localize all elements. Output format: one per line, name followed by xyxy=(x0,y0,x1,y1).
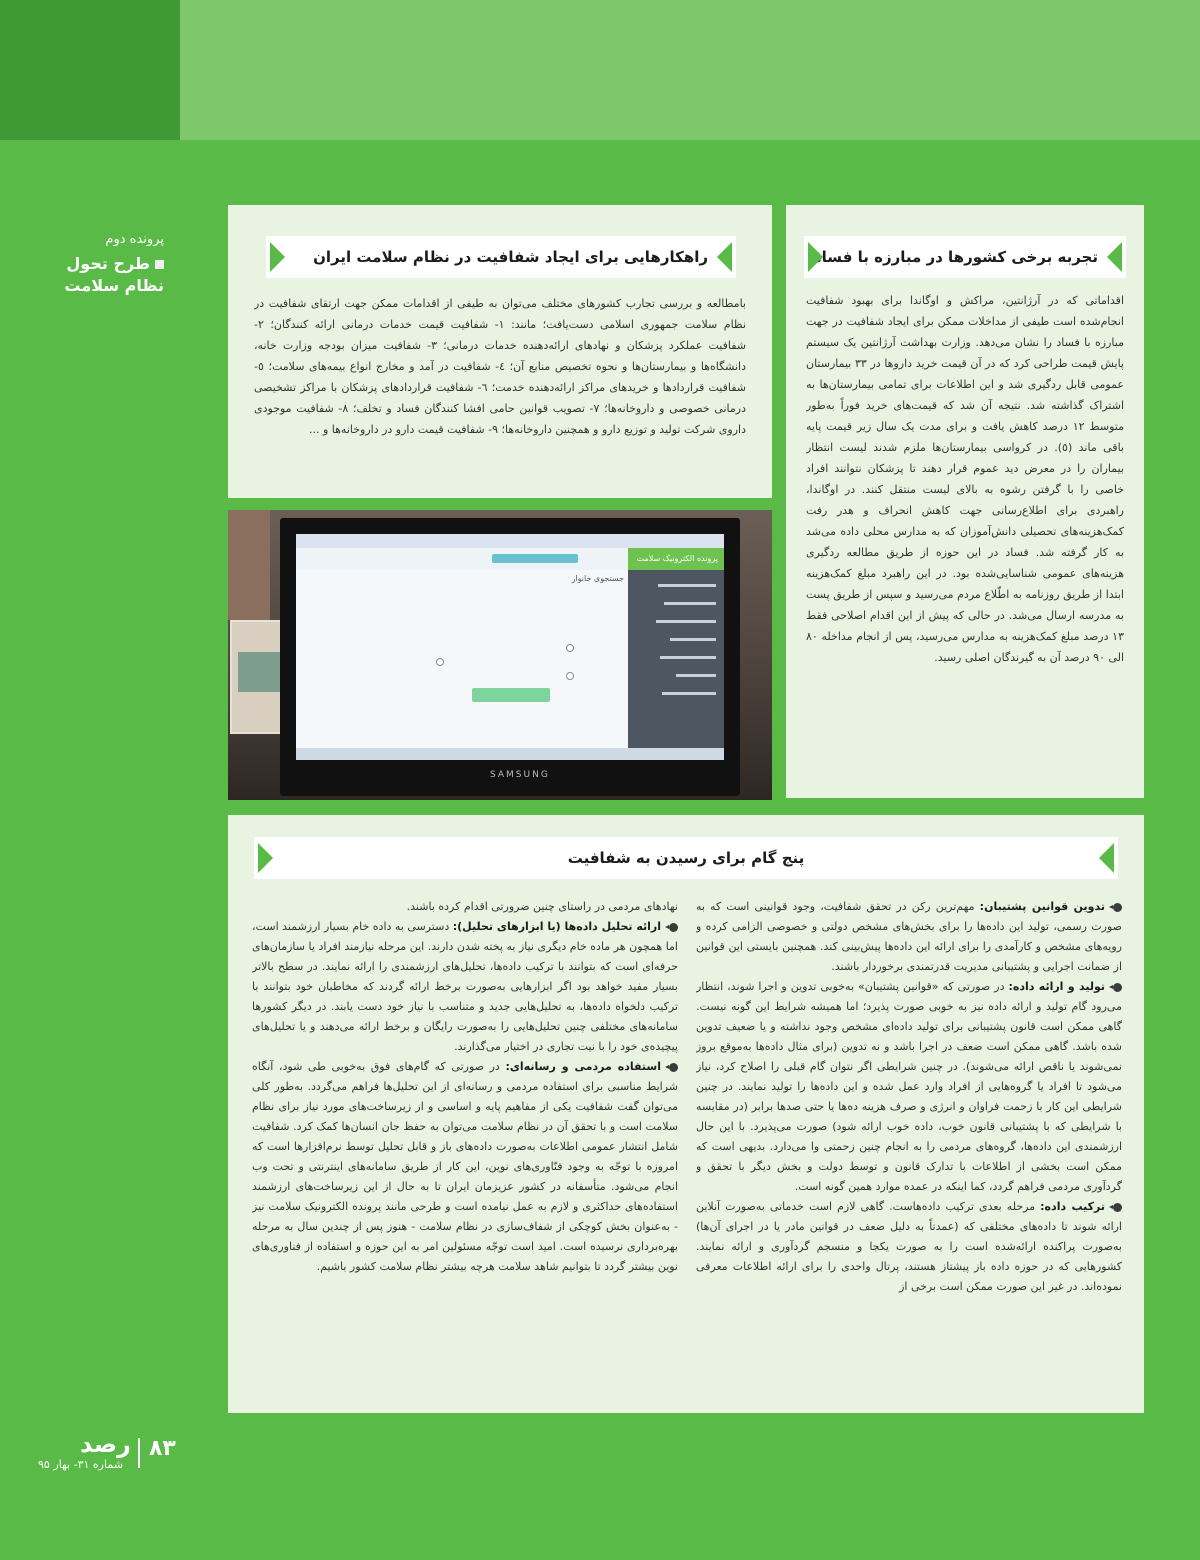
step-lead: ترکیب داده: xyxy=(1040,1200,1105,1213)
step-paragraph xyxy=(696,977,1122,1197)
screen-taskbar xyxy=(296,748,724,760)
solutions-text: بامطالعه و بررسی تجارب کشورهای مختلف می‌توان به طیفی از اقدامات ممکن جهت ارتقای شفافیت در نظام سلامت جمهوری اسلامی دست‌یافت؛ مانند: ۱- شفافیت قیمت خدمات درمانی ارائه کنندگان؛ ۲- شفافیت عملکرد پزشکان و نهادهای ارائه‌دهنده خدمات درمانی؛ ۳- شفافیت میزان بودجه وزارت خانه، دانشگاه‌ها و بیمارستان‌ها و نحوه تخصیص منابع آن؛ ٤- شفافیت در آمد و مخارج انواع بیمه‌های سلامت؛ ٥- شفافیت قراردادها و خریدهای مراکز ارائه‌دهنده خدمت؛ ٦- شفافیت قراردادهای پزشکان با مراکز تشخیصی درمانی خصوصی و داروخانه‌ها؛ ۷- تصویب قوانین حامی افشا کنندگان فساد و تخلف؛ ۸- شفافیت موجودی داروی شرکت تولید و توزیع دارو و همچنین داروخانه‌ها؛ ۹- شفافیت قیمت دارو در داروخانه‌ها و ... xyxy=(254,297,746,436)
step-lead: تولید و ارائه داده: xyxy=(1008,980,1105,993)
arrow-bullet-icon xyxy=(665,923,678,932)
step-lead: استفاده مردمی و رسانه‌ای: xyxy=(505,1060,662,1073)
magazine-logo: رصد xyxy=(80,1430,131,1458)
nav-item xyxy=(664,602,716,605)
solutions-box xyxy=(228,205,772,498)
step-text: در صورتی که گام‌های فوق به‌خوبی طی شود، آنگاه شرایط مناسبی برای استفاده مردمی و رسانه‌ای از این تحلیل‌ها فراهم می‌گردد. به‌طور کلی می‌توان گفت شفافیت یکی از مفاهیم پایه و اساسی و از زیرساخت‌های مورد نیاز برای نظام سلامت است و با تحقق آن در نظام سلامت می‌توان به حفظ جان انسان‌ها کمک کرد. شفافیت شامل انتشار عمومی اطلاعات به‌صورت داده‌های باز و قابل تحلیل توسط نرم‌افزارها است که امروزه با توجّه به وجود فنّاوری‌های نوین، این کار از طریق سامانه‌های اینترنتی و تحت وب انجام می‌شود. متأسفانه در کشور عزیزمان ایران تا به حال از این زیرساخت‌های ارزشمند استفاده‌های حداکثری و لازم به عمل نیامده است و طرحی مانند پرونده الکترونیک سلامت نیز - به‌عنوان بخش کوچکی از شفاف‌سازی در نظام سلامت - هنوز پس از چندین سال به مرحله بهره‌برداری نرسیده است. امید است توجّه مسئولین امر به این حوزه و استفاده از فناوری‌های نوین بیشتر گردد تا بتوانیم شاهد سلامت هرچه بیشتر نظام سلامت کشور باشیم. xyxy=(252,1060,678,1273)
step-paragraph xyxy=(252,1057,678,1277)
step-text: در صورتی که «قوانین پشتیبان» به‌خوبی تدوین و اجرا شوند، انتظار می‌رود گام تولید و ارائه داده نیز به خوبی صورت پذیرد؛ اما همیشه شرایط این گونه نیست. گاهی ممکن است قانون پشتیبانی برای تولید داده‌ای مشخص وجود نداشته و یا ضعیف تدوین شده باشد. گاهی ممکن است ضعف در اجرا باشد و نه تدوین (برای مثال داده‌ها به‌موقع بروز نمی‌شوند یا ناقص ارائه می‌شوند). در چنین شرایطی اگر نتوان گام قبلی را اصلاح کرد، نیاز می‌شود تا افراد یا گروه‌هایی از افراد وارد عمل شده و این داده‌ها را تولید نمایند. در چنین شرایطی این کار با زحمت فراوان و انرژی و صرف هزینه ده‌ها یا حتی صدها برابر (در مقایسه با شرایطی که با پشتیبانی قانون خوب، داده خوب ارائه شود) صورت می‌پذیرد. با این حال ارزشمندی این داده‌ها، گروه‌های مردمی را به انجام چنین زحمتی وا می‌دارد. بدیهی است که ممکن است بخشی از اطلاعات با تدارک قانون و توسط دولت و بخش دیگر با تحقق و گردآوری مردمی فراهم گردد، کما اینکه در عمده موارد همین گونه است. xyxy=(696,980,1122,1193)
screen-submit-button xyxy=(472,688,550,702)
browser-tab-bar xyxy=(296,534,724,548)
section-kicker: پرونده دوم xyxy=(105,232,164,247)
step-paragraph xyxy=(696,1197,1122,1297)
five-steps-column-left xyxy=(252,897,678,1405)
step-text: نهادهای مردمی در راستای چنین ضرورتی اقدام کرده باشند. xyxy=(406,900,678,913)
arrow-bullet-icon xyxy=(1109,1203,1122,1212)
five-steps-heading: پنج گام برای رسیدن به شفافیت xyxy=(254,837,1118,879)
section-title-line1: طرح تحول xyxy=(66,254,150,273)
screen-top-bar xyxy=(296,548,628,570)
step-paragraph xyxy=(252,917,678,1057)
monitor-screen xyxy=(296,534,724,760)
step-lead: ارائه تحلیل داده‌ها (یا ابزارهای تحلیل): xyxy=(452,920,662,933)
top-band xyxy=(180,0,1200,140)
arrow-bullet-icon xyxy=(1109,983,1122,992)
section-title xyxy=(4,253,164,297)
calendar-picture xyxy=(238,652,284,692)
monitor xyxy=(280,518,740,796)
radio-icon xyxy=(566,644,574,652)
screen-nav-header xyxy=(628,548,724,570)
screen-nav-menu xyxy=(628,570,724,760)
five-steps-column-right xyxy=(696,897,1122,1405)
nav-item xyxy=(658,584,716,587)
page-folio xyxy=(0,1428,180,1482)
monitor-photo xyxy=(228,510,772,800)
page-number: ۸۳ xyxy=(149,1436,176,1461)
arrow-bullet-icon xyxy=(665,1063,678,1072)
experiences-text: اقداماتی که در آرژانتین، مراکش و اوگاندا برای بهبود شفافیت انجام‌شده است طیفی از مداخلات ممکن برای ایجاد شفافیت در جهت مبارزه با فساد را نشان می‌دهد. وزارت بهداشت آرژانتین یک سیستم پایش قیمت طراحی کرد که در آن قیمت خرید داروها در ۳۳ بیمارستان عمومی قابل ردگیری شد و این اطلاعات برای تمامی بیمارستان‌ها به اشتراک گذاشته شد. نتیجه آن شد که قیمت‌های خرید فوراً به‌طور متوسط ۱۲ درصد کاهش یافت و برای مدت یک سال زیر قیمت پایه باقی ماند (٥). در کرواسی بیمارستان‌ها ملزم شدند لیست انتظار بیماران را در معرض دید عموم قرار دهند تا پزشکان نتوانند افراد خاصی را با گرفتن رشوه به بالای لیست منتقل کنند. در اوگاندا، راهبردی برای اطلاع‌رسانی جهت کاهش انحراف و هدر رفت کمک‌هزینه‌های تحصیلی دانش‌آموزان که به مدارس محلی داده می‌شد به کار گرفته شد. فساد در این حوزه از طریق مطالعه ردگیری هزینه‌های عمومی شناسایی‌شده بود. در این راهبرد مبلغ کمک‌هزینه ابتدا از طریق روزنامه به اطّلاع مردم می‌رسید و سپس از طریق پست به مدرسه ارسال می‌شد. در حالی که پیش از این اقدام اصلاحی فقط ۱۳ درصد مبلغ کمک‌هزینه به مدارس می‌رسید، پس از انجام مداخله ۸۰ الی ۹۰ درصد آن به گیرندگان اصلی رسید. xyxy=(806,294,1124,664)
nav-item xyxy=(660,656,716,659)
solutions-heading: راهکارهایی برای ایجاد شفافیت در نظام سلامت ایران xyxy=(266,236,736,278)
folio-divider xyxy=(138,1438,140,1468)
screen-search-input xyxy=(492,554,578,563)
nav-item xyxy=(676,674,716,677)
step-text: مرحله بعدی ترکیب داده‌هاست. گاهی لازم است خدماتی به‌صورت آنلاین ارائه شوند تا داده‌های مختلفی که (عمدتاً به دلیل ضعف در قوانین مادر یا در اجرای آن‌ها) به‌صورت پراکنده ارائه‌شده است را به صورت یکجا و منسجم گردآوری و ارائه نمایند. کشورهایی که در حوزه داده باز پیشتاز هستند، پرتال واحدی را برای ارائه اطلاعات معرفی نموده‌اند. در غیر این صورت ممکن است برخی از xyxy=(696,1200,1122,1293)
monitor-brand: SAMSUNG xyxy=(490,770,550,780)
section-title-line2: نظام سلامت xyxy=(64,276,164,295)
experiences-box xyxy=(786,205,1144,798)
step-paragraph xyxy=(696,897,1122,977)
nav-item xyxy=(662,692,716,695)
five-steps-box xyxy=(228,815,1144,1413)
screen-title: پرونده الکترونیک سلامت xyxy=(636,554,718,563)
experiences-heading: تجربه برخی کشورها در مبارزه با فساد xyxy=(804,236,1126,278)
step-paragraph xyxy=(252,897,678,917)
nav-item xyxy=(656,620,716,623)
square-bullet-icon xyxy=(155,260,164,269)
step-lead: تدوین قوانین پشتیبان: xyxy=(979,900,1105,913)
nav-item xyxy=(670,638,716,641)
top-corner-block xyxy=(0,0,180,140)
radio-icon xyxy=(436,658,444,666)
person-figure xyxy=(228,510,270,620)
step-text: مهم‌ترین رکن در تحقق شفافیت، وجود قوانینی است که به صورت رسمی، تولید این داده‌ها را برای بخش‌های مشخص دولتی و خصوصی الزامی کرده و رویه‌های مشخص و کارآمدی را برای ارائه این داده‌ها پیش‌بینی کند. همچنین بایستی این قوانین از ضمانت اجرایی و پشتیبانی مدیریت قدرتمندی برخوردار باشند. xyxy=(696,900,1122,973)
issue-info: شماره ۳۱- بهار ۹۵ xyxy=(38,1458,123,1471)
section-label xyxy=(4,232,164,297)
arrow-bullet-icon xyxy=(1109,903,1122,912)
radio-icon xyxy=(566,672,574,680)
screen-search-label: جستجوی خانوار xyxy=(571,574,624,583)
step-text: دسترسی به داده خام بسیار ارزشمند است، اما همچون هر ماده خام دیگری نیاز به پخته شدن دارند. این مرحله نیازمند افراد یا سازمان‌های حرفه‌ای است که بتوانند با ترکیب داده‌ها، تحلیل‌های ارزشمندی را ارائه نمایند. در سطح بالاتر بسیار مفید خواهد بود اگر ابزارهایی به‌صورت برخط ارائه گردند که مخاطبان خود بتوانند با ترکیب دلخواه داده‌ها، به تحلیل‌هایی جدید و متناسب با نیاز خود دست یابند. در دیگر کشورها سامانه‌های مختلفی چنین تحلیل‌هایی را به‌صورت رایگان و برخط ارائه می‌دهند و یا تحلیل‌های پیچیده‌ی خود را با نیت تجاری در اختیار می‌گذارند. xyxy=(252,920,678,1053)
